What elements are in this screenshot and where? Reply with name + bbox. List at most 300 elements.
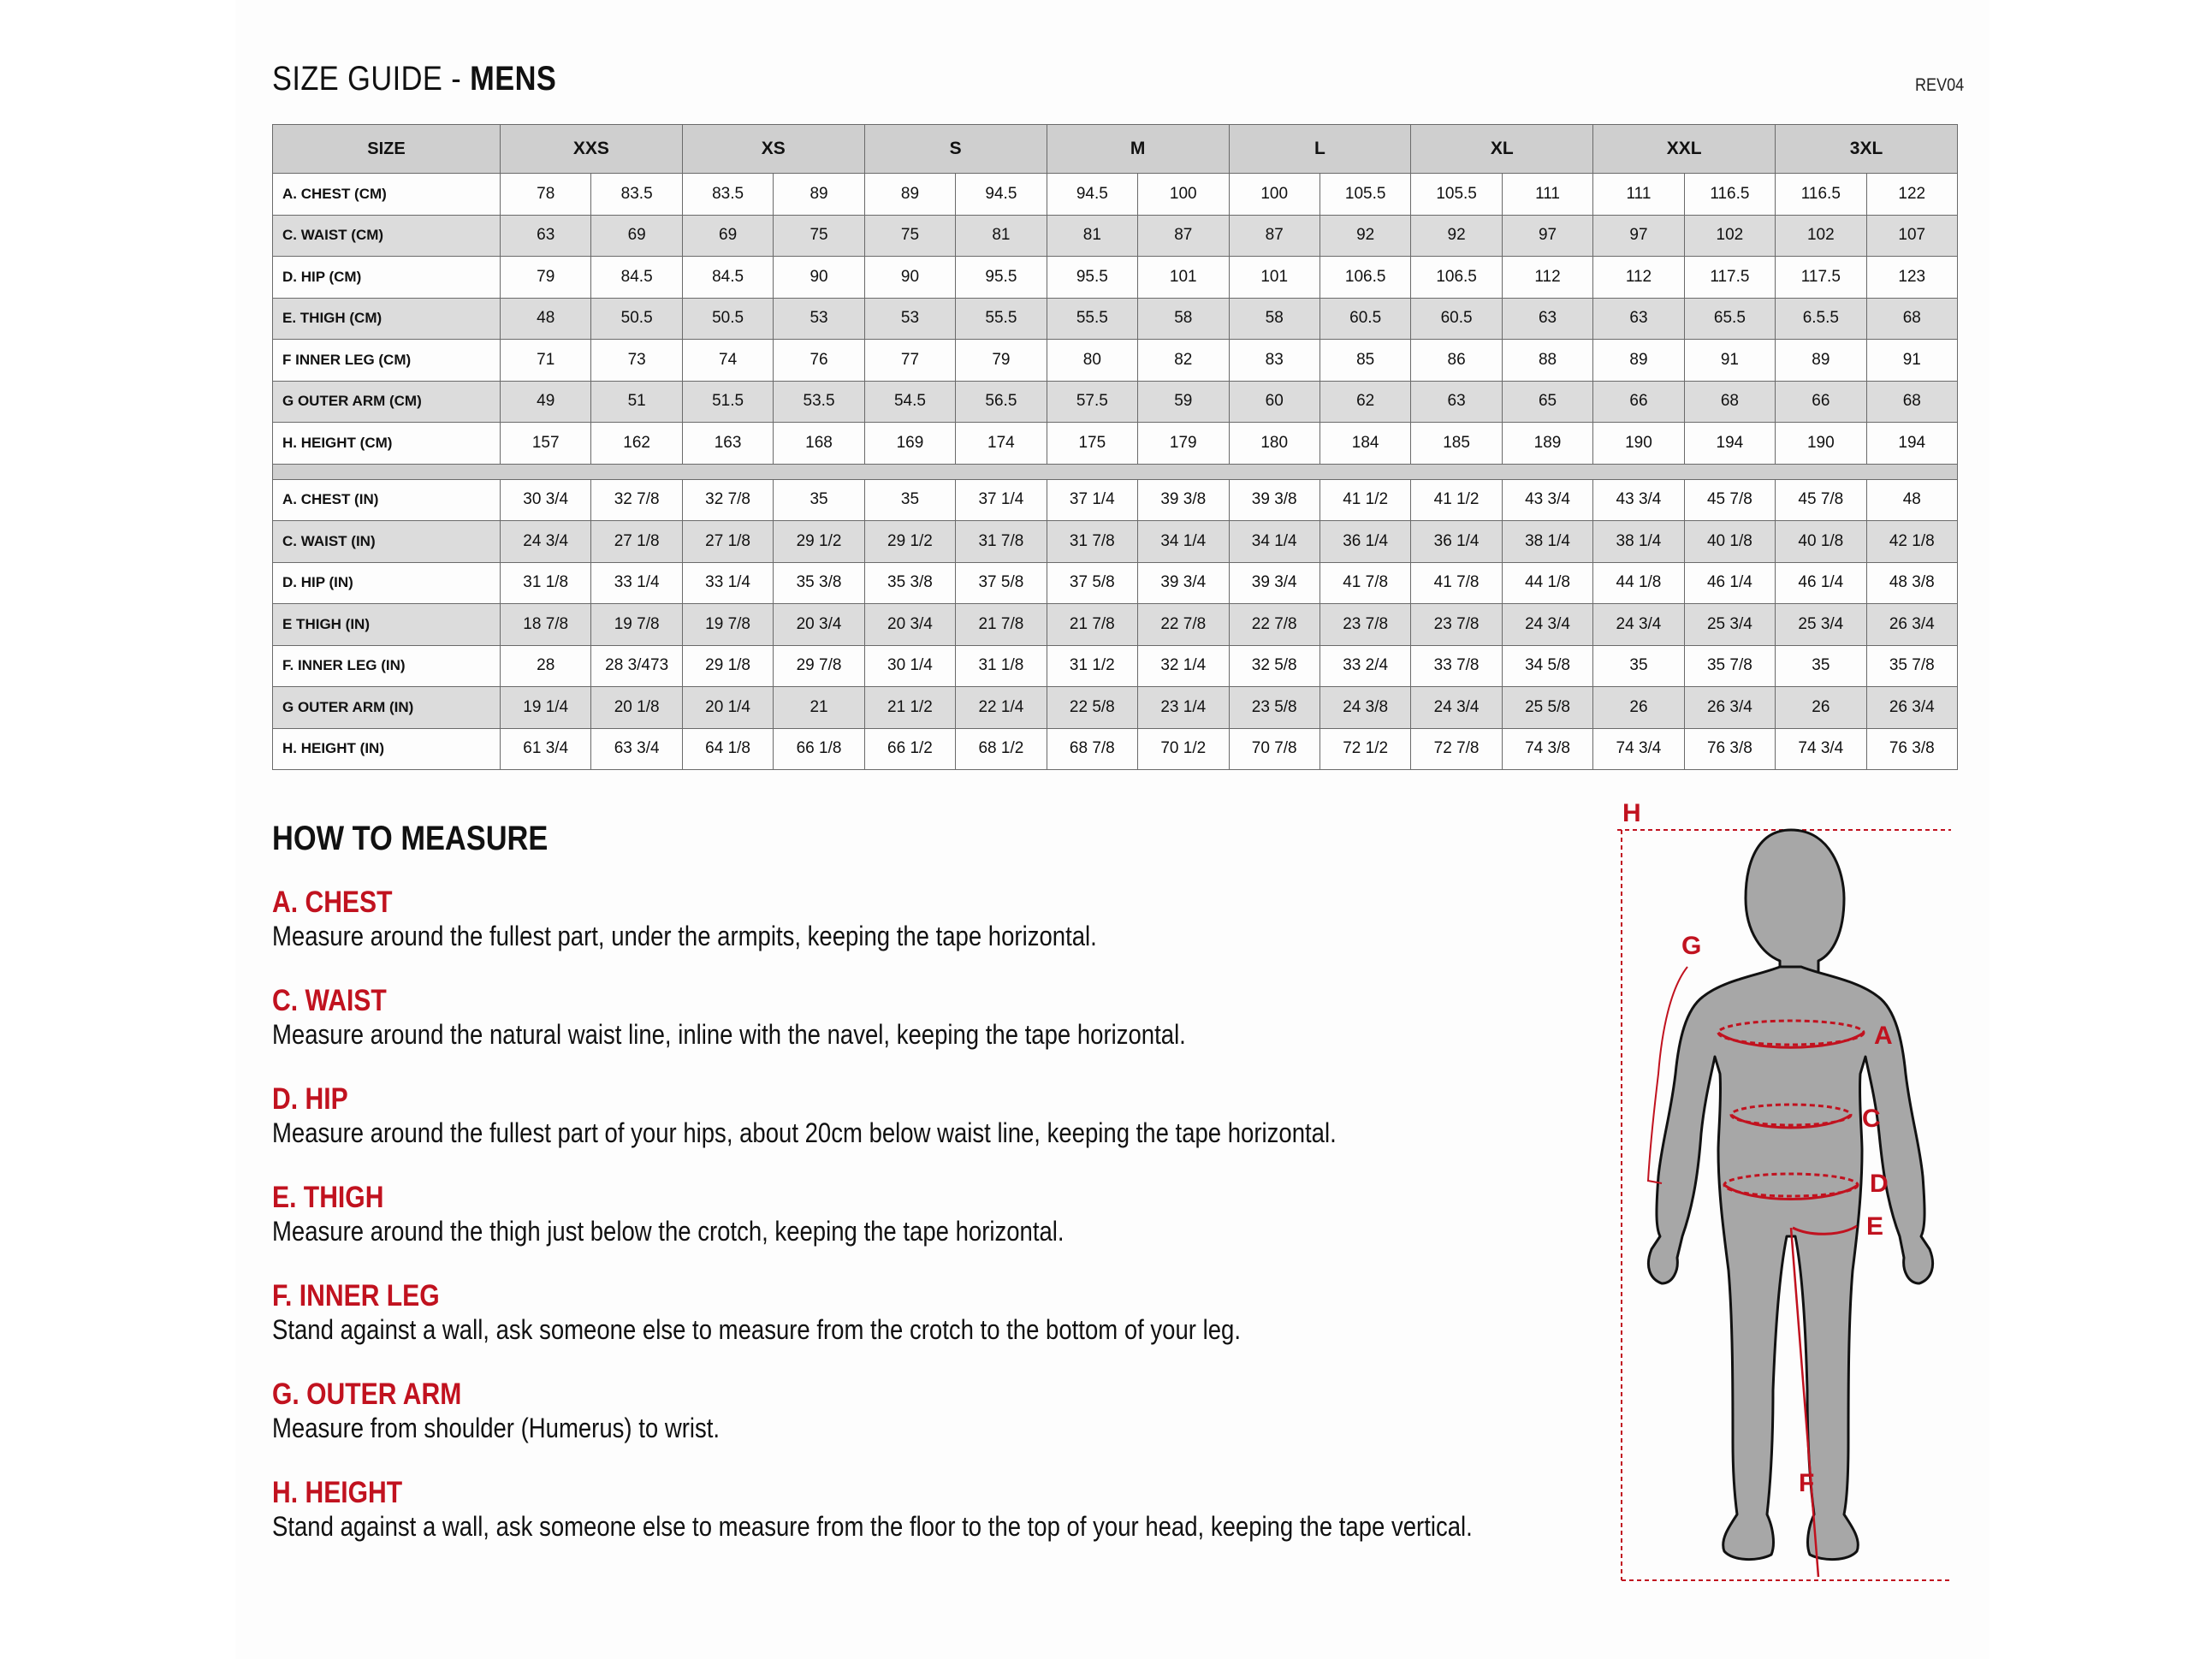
- table-cell: 68 7/8: [1047, 728, 1137, 770]
- table-cell: 111: [1502, 174, 1592, 216]
- table-cell: 107: [1866, 215, 1957, 257]
- table-cell: 106.5: [1319, 257, 1410, 299]
- measure-item: [272, 1476, 1513, 1543]
- table-cell: 32 7/8: [591, 479, 682, 521]
- table-cell: 42 1/8: [1866, 521, 1957, 563]
- table-cell: 100: [1138, 174, 1229, 216]
- table-cell: 102: [1684, 215, 1775, 257]
- table-cell: 31 7/8: [956, 521, 1047, 563]
- table-cell: 105.5: [1319, 174, 1410, 216]
- row-label: G OUTER ARM (IN): [273, 687, 501, 729]
- measure-heading: G. OUTER ARM: [272, 1378, 462, 1411]
- table-cell: 24 3/4: [1593, 604, 1684, 646]
- table-cell: 174: [956, 423, 1047, 465]
- table-cell: 50.5: [591, 298, 682, 340]
- table-cell: 39 3/8: [1138, 479, 1229, 521]
- table-cell: 60: [1229, 381, 1319, 423]
- table-cell: 62: [1319, 381, 1410, 423]
- table-cell: 69: [682, 215, 773, 257]
- table-cell: 28: [501, 645, 591, 687]
- table-cell: 74: [682, 340, 773, 382]
- size-header-cell: M: [1047, 125, 1229, 174]
- table-cell: 66 1/2: [864, 728, 955, 770]
- table-cell: 92: [1411, 215, 1502, 257]
- table-cell: 27 1/8: [682, 521, 773, 563]
- measure-item: [272, 886, 1513, 952]
- row-label: A. CHEST (IN): [273, 479, 501, 521]
- table-cell: 95.5: [956, 257, 1047, 299]
- table-cell: 20 1/4: [682, 687, 773, 729]
- table-cell: 123: [1866, 257, 1957, 299]
- measure-description: Measure around the thigh just below the crotch, keeping the tape horizontal.: [272, 1216, 1064, 1247]
- table-separator-row: [273, 464, 1958, 479]
- table-cell: 116.5: [1776, 174, 1866, 216]
- table-cell: 94.5: [956, 174, 1047, 216]
- table-cell: 80: [1047, 340, 1137, 382]
- row-label: D. HIP (IN): [273, 562, 501, 604]
- table-cell: 89: [864, 174, 955, 216]
- table-cell: 35 3/8: [864, 562, 955, 604]
- table-cell: 41 7/8: [1411, 562, 1502, 604]
- table-cell: 25 3/4: [1684, 604, 1775, 646]
- table-cell: 59: [1138, 381, 1229, 423]
- title-bold: MENS: [470, 60, 557, 98]
- table-cell: 20 3/4: [774, 604, 864, 646]
- table-cell: 78: [501, 174, 591, 216]
- table-cell: 83: [1229, 340, 1319, 382]
- table-cell: 24 3/4: [501, 521, 591, 563]
- table-cell: 30 1/4: [864, 645, 955, 687]
- separator-cell: [273, 464, 1958, 479]
- table-cell: 175: [1047, 423, 1137, 465]
- table-cell: 68 1/2: [956, 728, 1047, 770]
- table-cell: 55.5: [956, 298, 1047, 340]
- table-cell: 63 3/4: [591, 728, 682, 770]
- measure-item: [272, 1082, 1513, 1149]
- table-cell: 39 3/8: [1229, 479, 1319, 521]
- table-cell: 34 1/4: [1138, 521, 1229, 563]
- measure-heading: D. HIP: [272, 1082, 348, 1116]
- table-cell: 66: [1593, 381, 1684, 423]
- table-cell: 31 1/8: [501, 562, 591, 604]
- table-row: [273, 381, 1958, 423]
- table-cell: 64 1/8: [682, 728, 773, 770]
- table-cell: 194: [1684, 423, 1775, 465]
- measure-heading: H. HEIGHT: [272, 1476, 403, 1509]
- table-cell: 27 1/8: [591, 521, 682, 563]
- table-cell: 41 1/2: [1411, 479, 1502, 521]
- table-cell: 63: [1593, 298, 1684, 340]
- table-cell: 82: [1138, 340, 1229, 382]
- table-cell: 28 3/473: [591, 645, 682, 687]
- table-cell: 34 1/4: [1229, 521, 1319, 563]
- measure-heading: A. CHEST: [272, 886, 393, 919]
- table-cell: 29 1/2: [864, 521, 955, 563]
- table-row: [273, 174, 1958, 216]
- table-cell: 61 3/4: [501, 728, 591, 770]
- table-cell: 46 1/4: [1776, 562, 1866, 604]
- table-cell: 6.5.5: [1776, 298, 1866, 340]
- table-cell: 35: [774, 479, 864, 521]
- table-cell: 75: [864, 215, 955, 257]
- table-cell: 29 1/8: [682, 645, 773, 687]
- table-cell: 37 1/4: [1047, 479, 1137, 521]
- table-cell: 72 1/2: [1319, 728, 1410, 770]
- table-cell: 33 1/4: [682, 562, 773, 604]
- table-cell: 29 1/2: [774, 521, 864, 563]
- table-cell: 71: [501, 340, 591, 382]
- table-cell: 31 1/8: [956, 645, 1047, 687]
- table-cell: 83.5: [682, 174, 773, 216]
- body-figure-svg: [1609, 791, 1968, 1587]
- size-header-row: [273, 125, 1958, 174]
- table-cell: 35 7/8: [1866, 645, 1957, 687]
- label-a: A: [1874, 1022, 1893, 1050]
- table-cell: 89: [1593, 340, 1684, 382]
- table-cell: 26: [1593, 687, 1684, 729]
- size-header-cell: XXL: [1593, 125, 1776, 174]
- table-cell: 76 3/8: [1866, 728, 1957, 770]
- table-cell: 33 7/8: [1411, 645, 1502, 687]
- table-cell: 19 7/8: [682, 604, 773, 646]
- table-cell: 111: [1593, 174, 1684, 216]
- table-cell: 168: [774, 423, 864, 465]
- table-cell: 22 1/4: [956, 687, 1047, 729]
- table-cell: 20 1/8: [591, 687, 682, 729]
- table-cell: 32 5/8: [1229, 645, 1319, 687]
- measure-description: Measure around the natural waist line, inline with the navel, keeping the tape horizontal.: [272, 1019, 1186, 1050]
- table-cell: 37 5/8: [956, 562, 1047, 604]
- table-cell: 54.5: [864, 381, 955, 423]
- table-cell: 100: [1229, 174, 1319, 216]
- measure-heading: E. THIGH: [272, 1181, 384, 1214]
- table-cell: 86: [1411, 340, 1502, 382]
- table-cell: 79: [956, 340, 1047, 382]
- revision-label: REV04: [1915, 75, 1965, 95]
- table-cell: 36 1/4: [1411, 521, 1502, 563]
- table-cell: 60.5: [1411, 298, 1502, 340]
- table-cell: 31 1/2: [1047, 645, 1137, 687]
- table-cell: 189: [1502, 423, 1592, 465]
- size-header-cell: XS: [682, 125, 864, 174]
- label-h: H: [1622, 799, 1641, 827]
- table-cell: 21 1/2: [864, 687, 955, 729]
- size-table-body: [273, 125, 1958, 770]
- table-cell: 190: [1593, 423, 1684, 465]
- table-cell: 48: [501, 298, 591, 340]
- table-cell: 38 1/4: [1593, 521, 1684, 563]
- measure-description: Stand against a wall, ask someone else to measure from the floor to the top of your head, keeping the tape vertical.: [272, 1511, 1473, 1542]
- table-cell: 94.5: [1047, 174, 1137, 216]
- table-cell: 106.5: [1411, 257, 1502, 299]
- table-cell: 53.5: [774, 381, 864, 423]
- row-label: E. THIGH (CM): [273, 298, 501, 340]
- table-cell: 40 1/8: [1684, 521, 1775, 563]
- table-cell: 179: [1138, 423, 1229, 465]
- table-cell: 74 3/4: [1776, 728, 1866, 770]
- table-cell: 89: [1776, 340, 1866, 382]
- label-e: E: [1866, 1212, 1884, 1241]
- table-cell: 102: [1776, 215, 1866, 257]
- row-label: F. INNER LEG (IN): [273, 645, 501, 687]
- table-cell: 97: [1502, 215, 1592, 257]
- table-cell: 44 1/8: [1593, 562, 1684, 604]
- table-row: [273, 562, 1958, 604]
- table-cell: 21 7/8: [956, 604, 1047, 646]
- table-cell: 69: [591, 215, 682, 257]
- measure-item: [272, 984, 1513, 1051]
- table-cell: 48: [1866, 479, 1957, 521]
- table-cell: 26 3/4: [1866, 687, 1957, 729]
- table-cell: 89: [774, 174, 864, 216]
- table-cell: 45 7/8: [1776, 479, 1866, 521]
- table-cell: 117.5: [1684, 257, 1775, 299]
- measure-item: [272, 1378, 1513, 1444]
- table-row: [273, 728, 1958, 770]
- table-cell: 63: [501, 215, 591, 257]
- table-cell: 72 7/8: [1411, 728, 1502, 770]
- measure-item: [272, 1279, 1513, 1346]
- table-cell: 33 1/4: [591, 562, 682, 604]
- how-to-measure-title: HOW TO MEASURE: [272, 820, 549, 857]
- table-cell: 117.5: [1776, 257, 1866, 299]
- table-cell: 24 3/4: [1411, 687, 1502, 729]
- table-cell: 83.5: [591, 174, 682, 216]
- title-prefix: SIZE GUIDE -: [272, 60, 471, 98]
- table-cell: 81: [1047, 215, 1137, 257]
- row-label: A. CHEST (CM): [273, 174, 501, 216]
- table-cell: 40 1/8: [1776, 521, 1866, 563]
- table-cell: 122: [1866, 174, 1957, 216]
- table-cell: 66 1/8: [774, 728, 864, 770]
- table-cell: 169: [864, 423, 955, 465]
- row-label: G OUTER ARM (CM): [273, 381, 501, 423]
- table-cell: 35 7/8: [1684, 645, 1775, 687]
- size-header-cell: L: [1229, 125, 1411, 174]
- table-cell: 41 1/2: [1319, 479, 1410, 521]
- table-cell: 26 3/4: [1684, 687, 1775, 729]
- table-cell: 22 5/8: [1047, 687, 1137, 729]
- table-cell: 35 3/8: [774, 562, 864, 604]
- measure-description: Measure from shoulder (Humerus) to wrist.: [272, 1413, 721, 1443]
- table-cell: 73: [591, 340, 682, 382]
- table-cell: 116.5: [1684, 174, 1775, 216]
- table-cell: 35: [1593, 645, 1684, 687]
- table-cell: 90: [774, 257, 864, 299]
- table-cell: 39 3/4: [1229, 562, 1319, 604]
- table-cell: 23 7/8: [1411, 604, 1502, 646]
- table-cell: 65: [1502, 381, 1592, 423]
- label-f: F: [1799, 1469, 1815, 1497]
- table-row: [273, 340, 1958, 382]
- table-cell: 35: [1776, 645, 1866, 687]
- table-cell: 24 3/4: [1502, 604, 1592, 646]
- table-cell: 74 3/8: [1502, 728, 1592, 770]
- table-cell: 185: [1411, 423, 1502, 465]
- table-cell: 43 3/4: [1502, 479, 1592, 521]
- table-cell: 87: [1138, 215, 1229, 257]
- table-cell: 77: [864, 340, 955, 382]
- table-cell: 63: [1502, 298, 1592, 340]
- table-cell: 105.5: [1411, 174, 1502, 216]
- table-cell: 70 7/8: [1229, 728, 1319, 770]
- table-cell: 41 7/8: [1319, 562, 1410, 604]
- size-table: [272, 124, 1958, 770]
- table-cell: 35: [864, 479, 955, 521]
- table-cell: 112: [1593, 257, 1684, 299]
- table-cell: 60.5: [1319, 298, 1410, 340]
- table-cell: 68: [1866, 381, 1957, 423]
- table-cell: 21 7/8: [1047, 604, 1137, 646]
- table-cell: 58: [1138, 298, 1229, 340]
- row-label: E THIGH (IN): [273, 604, 501, 646]
- page-title: [272, 60, 556, 98]
- row-label: C. WAIST (CM): [273, 215, 501, 257]
- table-cell: 33 2/4: [1319, 645, 1410, 687]
- table-cell: 101: [1229, 257, 1319, 299]
- table-cell: 49: [501, 381, 591, 423]
- label-c: C: [1862, 1105, 1881, 1133]
- body-shape: [1648, 967, 1932, 1560]
- table-cell: 91: [1866, 340, 1957, 382]
- size-header-cell: 3XL: [1776, 125, 1958, 174]
- table-cell: 45 7/8: [1684, 479, 1775, 521]
- table-cell: 20 3/4: [864, 604, 955, 646]
- table-cell: 88: [1502, 340, 1592, 382]
- table-cell: 32 1/4: [1138, 645, 1229, 687]
- table-cell: 97: [1593, 215, 1684, 257]
- table-cell: 95.5: [1047, 257, 1137, 299]
- table-cell: 180: [1229, 423, 1319, 465]
- table-cell: 74 3/4: [1593, 728, 1684, 770]
- table-row: [273, 604, 1958, 646]
- size-column-header: SIZE: [273, 125, 501, 174]
- row-label: C. WAIST (IN): [273, 521, 501, 563]
- table-cell: 21: [774, 687, 864, 729]
- table-cell: 48 3/8: [1866, 562, 1957, 604]
- table-cell: 25 5/8: [1502, 687, 1592, 729]
- table-cell: 56.5: [956, 381, 1047, 423]
- table-cell: 22 7/8: [1138, 604, 1229, 646]
- table-cell: 162: [591, 423, 682, 465]
- table-cell: 79: [501, 257, 591, 299]
- table-cell: 23 5/8: [1229, 687, 1319, 729]
- measure-description: Measure around the fullest part of your hips, about 20cm below waist line, keeping the tape horizontal.: [272, 1117, 1337, 1148]
- table-row: [273, 257, 1958, 299]
- table-cell: 25 3/4: [1776, 604, 1866, 646]
- table-cell: 46 1/4: [1684, 562, 1775, 604]
- table-cell: 24 3/8: [1319, 687, 1410, 729]
- table-row: [273, 423, 1958, 465]
- table-cell: 44 1/8: [1502, 562, 1592, 604]
- table-cell: 58: [1229, 298, 1319, 340]
- table-row: [273, 298, 1958, 340]
- table-cell: 190: [1776, 423, 1866, 465]
- table-cell: 75: [774, 215, 864, 257]
- table-cell: 37 1/4: [956, 479, 1047, 521]
- table-cell: 30 3/4: [501, 479, 591, 521]
- table-row: [273, 521, 1958, 563]
- table-cell: 31 7/8: [1047, 521, 1137, 563]
- size-header-cell: S: [864, 125, 1047, 174]
- table-cell: 63: [1411, 381, 1502, 423]
- table-cell: 36 1/4: [1319, 521, 1410, 563]
- label-g: G: [1681, 932, 1702, 960]
- table-cell: 81: [956, 215, 1047, 257]
- table-cell: 76 3/8: [1684, 728, 1775, 770]
- table-cell: 112: [1502, 257, 1592, 299]
- measure-heading: F. INNER LEG: [272, 1279, 440, 1312]
- table-cell: 87: [1229, 215, 1319, 257]
- table-cell: 43 3/4: [1593, 479, 1684, 521]
- table-cell: 101: [1138, 257, 1229, 299]
- measure-heading: C. WAIST: [272, 984, 387, 1017]
- table-cell: 184: [1319, 423, 1410, 465]
- table-row: [273, 479, 1958, 521]
- table-cell: 26: [1776, 687, 1866, 729]
- table-cell: 32 7/8: [682, 479, 773, 521]
- table-row: [273, 645, 1958, 687]
- head-shape: [1746, 830, 1844, 975]
- table-cell: 91: [1684, 340, 1775, 382]
- table-cell: 90: [864, 257, 955, 299]
- table-cell: 66: [1776, 381, 1866, 423]
- row-label: H. HEIGHT (IN): [273, 728, 501, 770]
- table-cell: 39 3/4: [1138, 562, 1229, 604]
- row-label: F INNER LEG (CM): [273, 340, 501, 382]
- size-header-cell: XXS: [501, 125, 683, 174]
- table-cell: 19 1/4: [501, 687, 591, 729]
- table-cell: 38 1/4: [1502, 521, 1592, 563]
- table-cell: 34 5/8: [1502, 645, 1592, 687]
- row-label: H. HEIGHT (CM): [273, 423, 501, 465]
- table-cell: 29 7/8: [774, 645, 864, 687]
- table-cell: 55.5: [1047, 298, 1137, 340]
- table-cell: 57.5: [1047, 381, 1137, 423]
- table-cell: 23 7/8: [1319, 604, 1410, 646]
- table-cell: 92: [1319, 215, 1410, 257]
- table-cell: 163: [682, 423, 773, 465]
- table-cell: 194: [1866, 423, 1957, 465]
- size-header-cell: XL: [1411, 125, 1593, 174]
- table-cell: 50.5: [682, 298, 773, 340]
- table-cell: 19 7/8: [591, 604, 682, 646]
- table-cell: 68: [1866, 298, 1957, 340]
- table-cell: 26 3/4: [1866, 604, 1957, 646]
- label-d: D: [1870, 1170, 1889, 1198]
- table-cell: 70 1/2: [1138, 728, 1229, 770]
- table-cell: 37 5/8: [1047, 562, 1137, 604]
- table-cell: 65.5: [1684, 298, 1775, 340]
- table-row: [273, 687, 1958, 729]
- table-cell: 53: [864, 298, 955, 340]
- row-label: D. HIP (CM): [273, 257, 501, 299]
- table-cell: 22 7/8: [1229, 604, 1319, 646]
- table-cell: 51.5: [682, 381, 773, 423]
- table-cell: 85: [1319, 340, 1410, 382]
- table-row: [273, 215, 1958, 257]
- table-cell: 18 7/8: [501, 604, 591, 646]
- table-cell: 51: [591, 381, 682, 423]
- table-cell: 68: [1684, 381, 1775, 423]
- table-cell: 84.5: [591, 257, 682, 299]
- measure-description: Measure around the fullest part, under the armpits, keeping the tape horizontal.: [272, 921, 1097, 951]
- measure-description: Stand against a wall, ask someone else to measure from the crotch to the bottom of your leg.: [272, 1314, 1241, 1345]
- measure-item: [272, 1181, 1513, 1247]
- table-cell: 84.5: [682, 257, 773, 299]
- table-cell: 53: [774, 298, 864, 340]
- table-cell: 23 1/4: [1138, 687, 1229, 729]
